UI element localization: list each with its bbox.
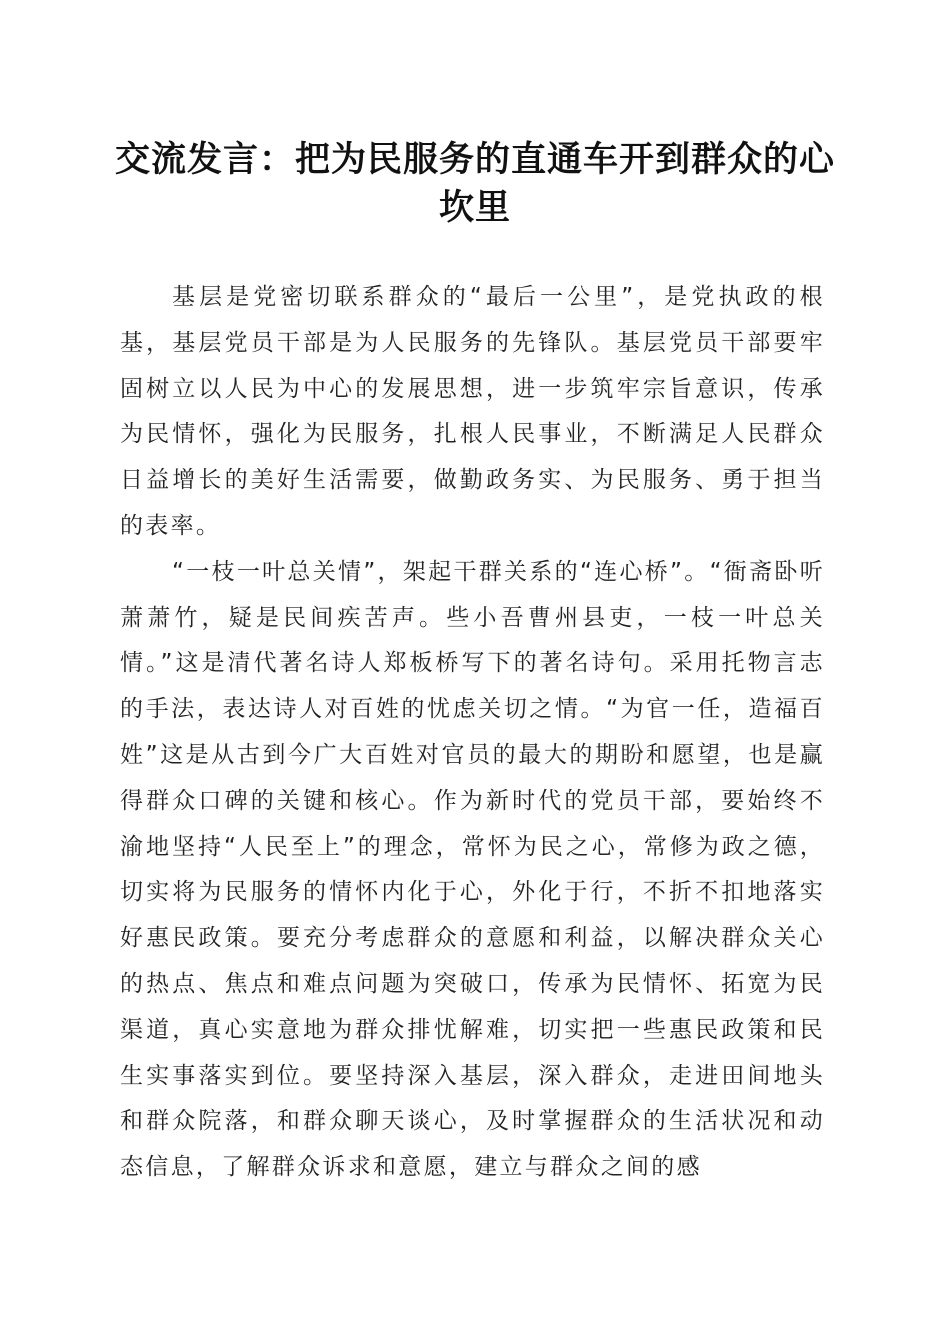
paragraph-intro: 基层是党密切联系群众的“最后一公里”，是党执政的根基，基层党员干部是为人民服务的先锋队。基层党员干部要牢固树立以人民为中心的发展思想，进一步筑牢宗旨意识，传承为民情怀，强化为民服务，扎根人民事业，不断满足人民群众日益增长的美好生活需要，做勤政务实、为民服务、勇于担当的表率。 (120, 284, 825, 539)
document-title: 交流发言：把为民服务的直通车开到群众的心坎里 (114, 139, 835, 228)
paragraph-connection-bridge: “一枝一叶总关情”，架起干群关系的“连心桥”。“衙斋卧听萧萧竹，疑是民间疾苦声。些小吾曹州县吏，一枝一叶总关情。”这是清代著名诗人郑板桥写下的著名诗句。采用托物言志的手法，表达诗人对百姓的忧虑关切之情。“为官一任，造福百姓”这是从古到今广大百姓对官员的最大的期盼和愿望，也是赢得群众口碑的关键和核心。作为新时代的党员干部，要始终不渝地坚持“人民至上”的理念，常怀为民之心，常修为政之德，切实将为民服务的情怀内化于心，外化于行，不折不扣地落实好惠民政策。要充分考虑群众的意愿和利益，以解决群众关心的热点、焦点和难点问题为突破口，传承为民情怀、拓宽为民渠道，真心实意地为群众排忧解难，切实把一些惠民政策和民生实事落实到位。要坚持深入基层，深入群众，走进田间地头和群众院落，和群众聊天谈心，及时掌握群众的生活状况和动态信息，了解群众诉求和意愿，建立与群众之间的感 (120, 558, 825, 1181)
document-body (120, 275, 825, 1191)
